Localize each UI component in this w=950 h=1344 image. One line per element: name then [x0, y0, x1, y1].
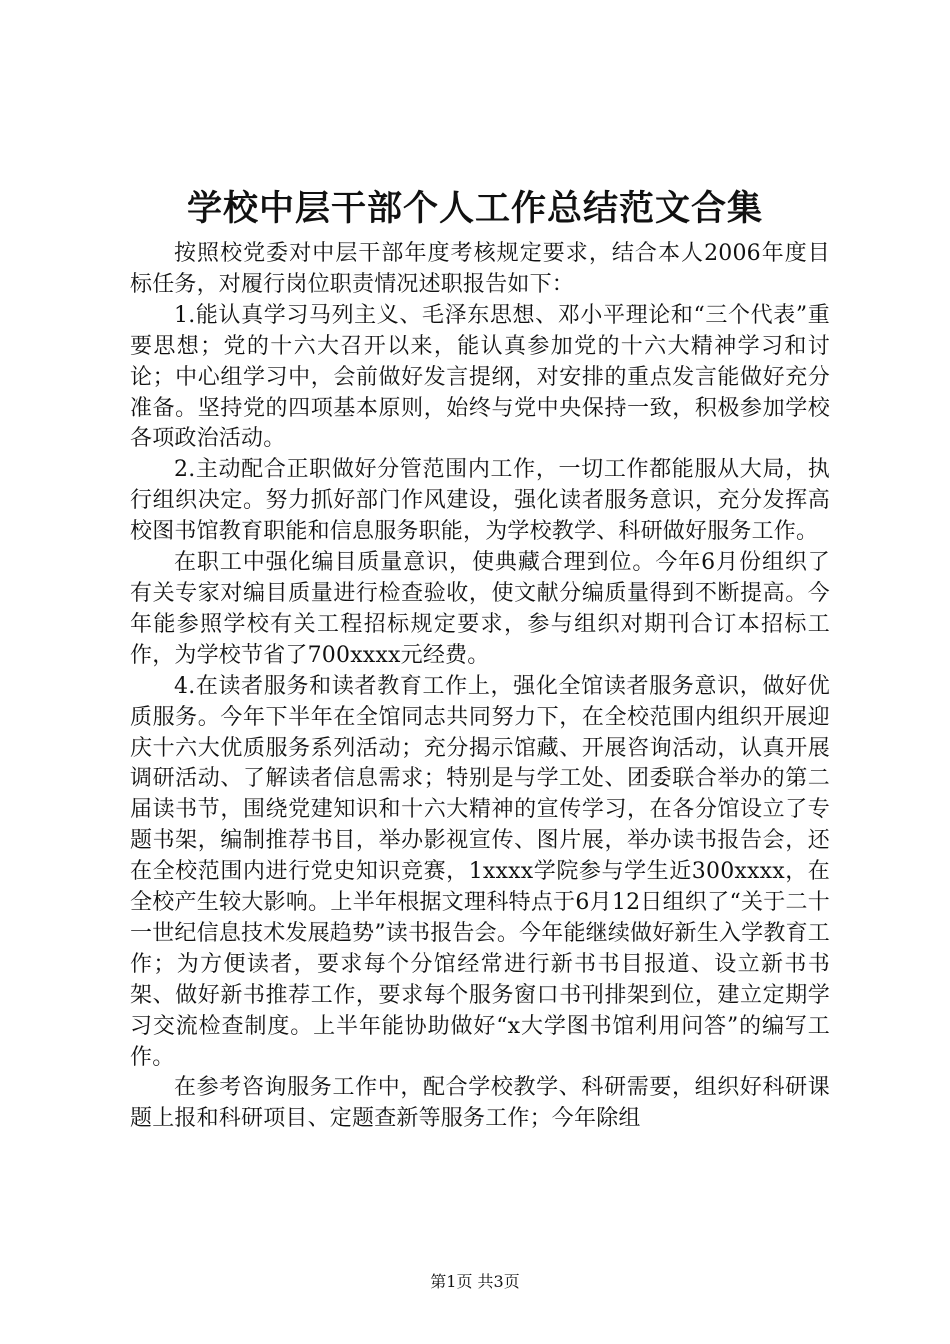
- paragraph-item-4: 4.在读者服务和读者教育工作上，强化全馆读者服务意识，做好优质服务。今年下半年在全馆同志共同努力下，在全校范围内组织开展迎庆十六大优质服务系列活动；充分揭示馆藏、开展咨询活动，认真开展调研活动、了解读者信息需求；特别是与学工处、团委联合举办的第二届读书节，围绕党建知识和十六大精神的宣传学习，在各分馆设立了专题书架，编制推荐书目，举办影视宣传、图片展，举办读书报告会，还在全校范围内进行党史知识竞赛，1xxxx学院参与学生近300xxxx，在全校产生较大影响。上半年根据文理科特点于6月12日组织了“关于二十一世纪信息技术发展趋势”读书报告会。今年能继续做好新生入学教育工作；为方便读者，要求每个分馆经常进行新书书目报道、设立新书书架、做好新书推荐工作，要求每个服务窗口书刊排架到位，建立定期学习交流检查制度。上半年能协助做好“x大学图书馆利用问答”的编写工作。: [130, 673, 830, 1070]
- page-number-footer: 第1页 共3页: [430, 1272, 520, 1291]
- paragraph-item-3: 在职工中强化编目质量意识，使典藏合理到位。今年6月份组织了有关专家对编目质量进行检查验收，使文献分编质量得到不断提高。今年能参照学校有关工程招标规定要求，参与组织对期刊合订本招标工作，为学校节省了700xxxx元经费。: [130, 550, 830, 668]
- paragraph-reference-service: 在参考咨询服务工作中，配合学校教学、科研需要，组织好科研课题上报和科研项目、定题查新等服务工作；今年除组: [130, 1075, 830, 1132]
- document-title: 学校中层干部个人工作总结范文合集: [186, 188, 763, 229]
- paragraph-intro: 按照校党委对中层干部年度考核规定要求，结合本人2006年度目标任务，对履行岗位职责情况述职报告如下：: [130, 241, 830, 297]
- paragraph-item-1: 1.能认真学习马列主义、毛泽东思想、邓小平理论和“三个代表”重要思想；党的十六大召开以来，能认真参加党的十六大精神学习和讨论；中心组学习中，会前做好发言提纲，对安排的重点发言能做好充分准备。坚持党的四项基本原则，始终与党中央保持一致，积极参加学校各项政治活动。: [130, 302, 830, 452]
- document-body: [130, 239, 830, 1135]
- paragraph-item-2: 2.主动配合正职做好分管范围内工作，一切工作都能服从大局，执行组织决定。努力抓好部门作风建设，强化读者服务意识，充分发挥高校图书馆教育职能和信息服务职能，为学校教学、科研做好服务工作。: [130, 457, 830, 545]
